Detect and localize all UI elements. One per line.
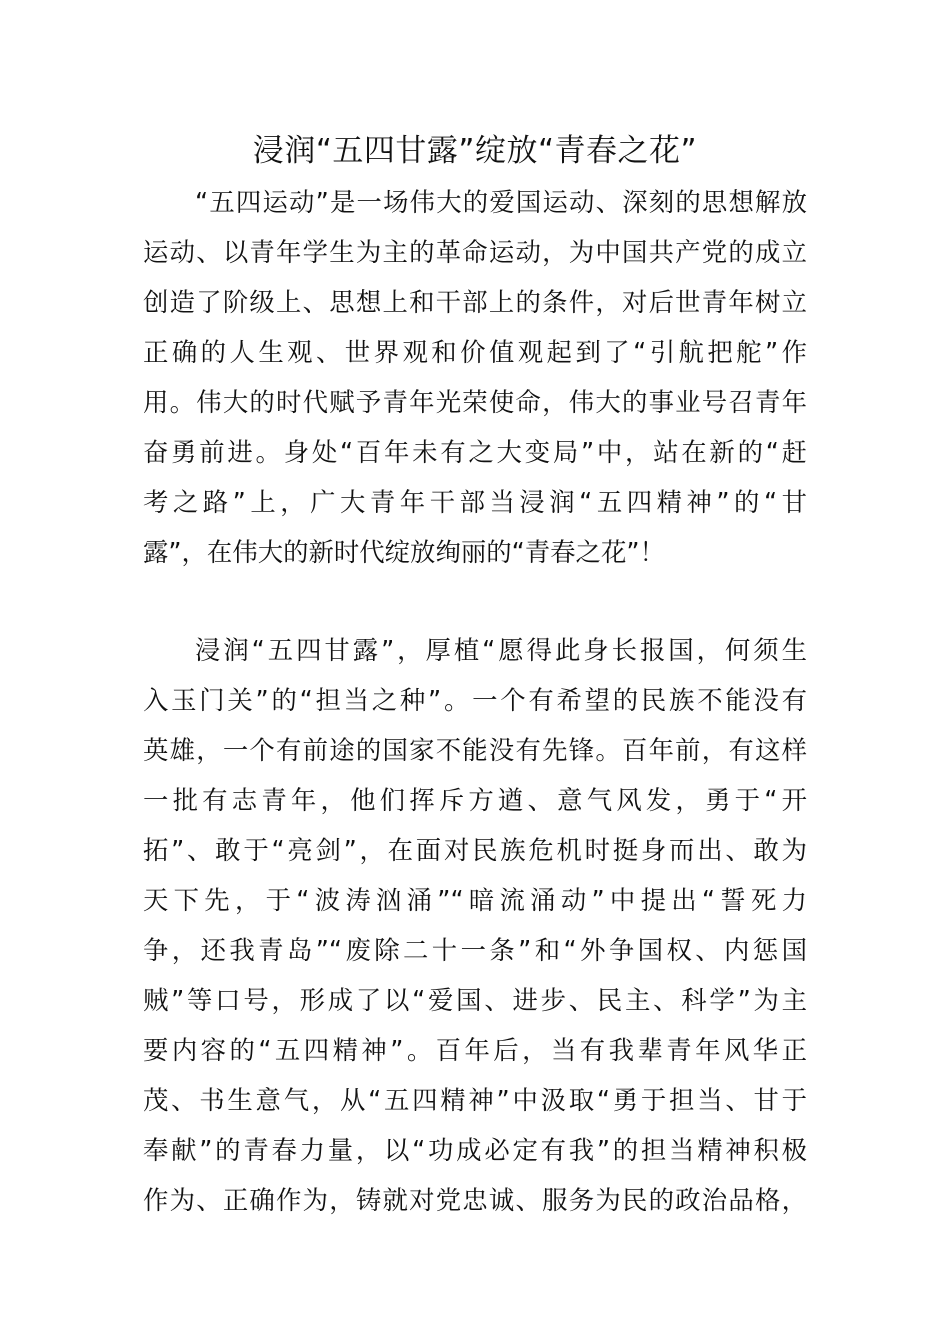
paragraph-line: 创造了阶级上、思想上和干部上的条件，对后世青年树立 xyxy=(143,287,807,317)
paragraph-line: 露”，在伟大的新时代绽放绚丽的“青春之花”！ xyxy=(143,537,665,567)
paragraph-line: 奉献”的青春力量，以“功成必定有我”的担当精神积极 xyxy=(143,1135,807,1165)
paragraph-line: 一批有志青年，他们挥斥方遒、意气风发，勇于“开 xyxy=(143,785,807,815)
paragraph-line: 茂、书生意气，从“五四精神”中汲取“勇于担当、甘于 xyxy=(143,1085,807,1115)
paragraph-line: 拓”、敢于“亮剑”，在面对民族危机时挺身而出、敢为 xyxy=(143,835,807,865)
paragraph-line: 作为、正确作为，铸就对党忠诚、服务为民的政治品格， xyxy=(143,1185,807,1215)
paragraph-line: 贼”等口号，形成了以“爱国、进步、民主、科学”为主 xyxy=(143,985,807,1015)
paragraph-line: 争，还我青岛”“废除二十一条”和“外争国权、内惩国 xyxy=(143,935,807,965)
paragraph-section-one xyxy=(143,625,807,1225)
paragraph-line: 运动、以青年学生为主的革命运动，为中国共产党的成立 xyxy=(143,237,807,267)
paragraph-line: 正确的人生观、世界观和价值观起到了“引航把舵”作 xyxy=(143,337,807,367)
paragraph-line: 天下先，于“波涛汹涌”“暗流涌动”中提出“誓死力 xyxy=(143,885,807,915)
paragraph-line: 浸润“五四甘露”，厚植“愿得此身长报国，何须生 xyxy=(195,635,807,665)
paragraph-line: 奋勇前进。身处“百年未有之大变局”中，站在新的“赶 xyxy=(143,437,807,467)
paragraph-line: 要内容的“五四精神”。百年后，当有我辈青年风华正 xyxy=(143,1035,807,1065)
paragraph-line: 考之路”上，广大青年干部当浸润“五四精神”的“甘 xyxy=(143,487,807,517)
paragraph-intro xyxy=(143,177,807,577)
document-title: 浸润“五四甘露”绽放“青春之花” xyxy=(252,133,698,169)
paragraph-line: 英雄，一个有前途的国家不能没有先锋。百年前，有这样 xyxy=(143,735,807,765)
paragraph-line: 用。伟大的时代赋予青年光荣使命，伟大的事业号召青年 xyxy=(143,387,807,417)
paragraph-line: “五四运动”是一场伟大的爱国运动、深刻的思想解放 xyxy=(195,187,807,217)
paragraph-line: 入玉门关”的“担当之种”。一个有希望的民族不能没有 xyxy=(143,685,807,715)
